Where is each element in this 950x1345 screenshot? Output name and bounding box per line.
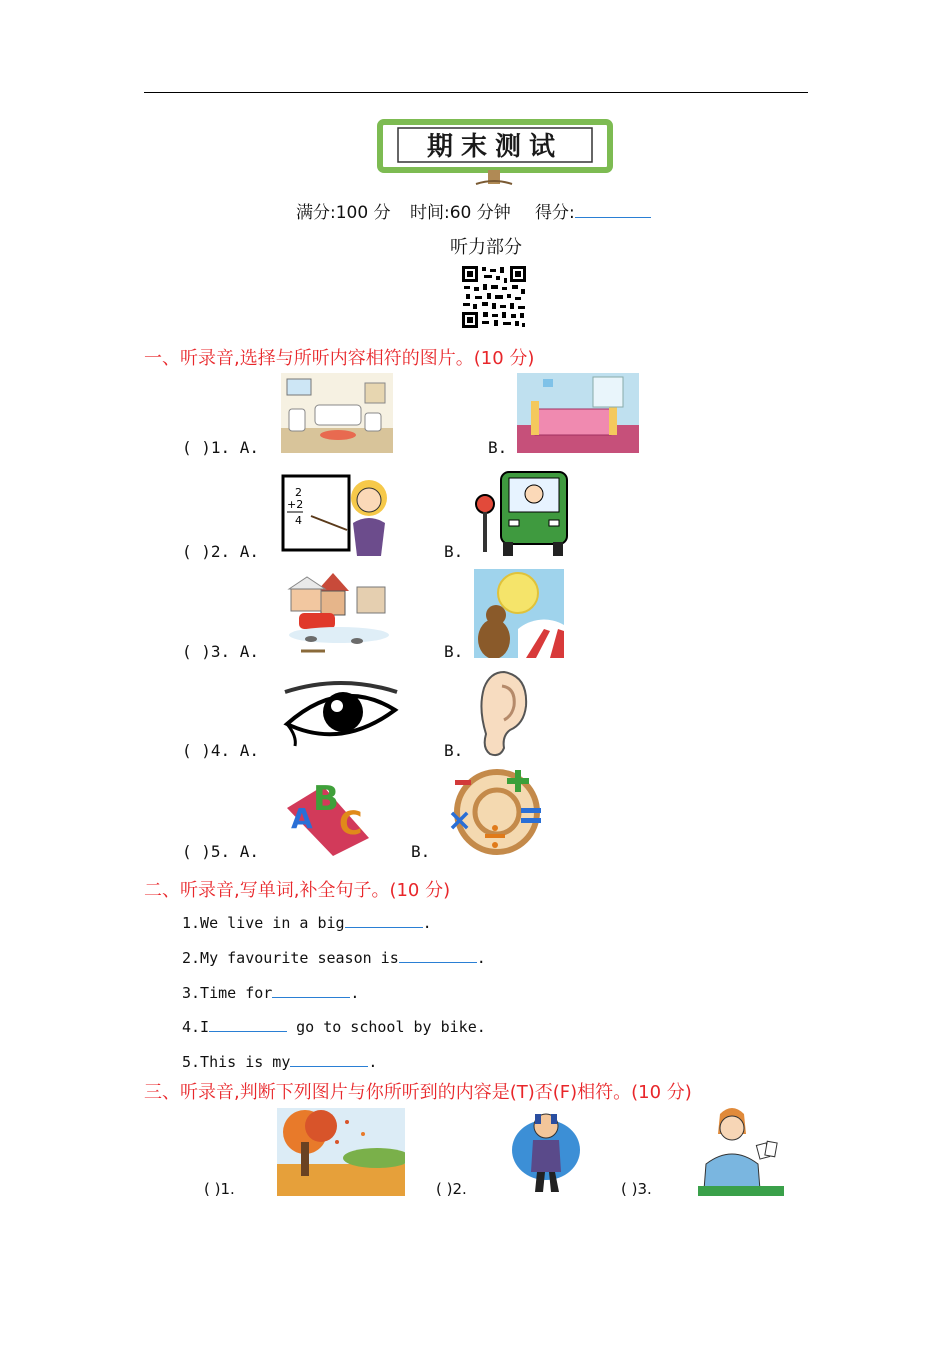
sentence-2-text: 2.My favourite season is: [182, 949, 399, 967]
sentence-5-blank[interactable]: [290, 1052, 368, 1067]
sentence-4-text: 4.I: [182, 1018, 210, 1036]
svg-text:C: C: [339, 804, 363, 842]
svg-text:+2: +2: [287, 498, 304, 511]
bedroom-picture: [517, 373, 639, 453]
q4-answer-label[interactable]: ( )4. A.: [182, 741, 260, 760]
sentence-5-text: 5.This is my: [182, 1053, 291, 1071]
section1-heading: 一、听录音,选择与所听内容相符的图片。(10 分): [144, 348, 535, 369]
q1-option-b-label: B.: [488, 438, 508, 457]
sentence-2-end: .: [476, 949, 486, 967]
svg-text:×: ×: [447, 803, 473, 838]
sentence-4-blank[interactable]: [209, 1017, 287, 1032]
q2-option-b-label: B.: [444, 542, 464, 561]
bathroom-picture: [281, 373, 393, 453]
q3-option-b-label: B.: [444, 642, 464, 661]
woman-cards-picture: [696, 1104, 784, 1196]
score-label: [535, 198, 651, 223]
q2-answer-label[interactable]: ( )2. A.: [182, 542, 260, 561]
q5-answer-label[interactable]: ( )5. A.: [182, 842, 260, 861]
score-label-text: 得分:: [535, 203, 575, 223]
sentence-1-text: 1.We live in a big: [182, 914, 345, 932]
tf-item-3-label[interactable]: ( )3.: [621, 1180, 652, 1198]
sentence-3-text: 3.Time for: [182, 984, 273, 1002]
bus-picture: [473, 468, 569, 558]
q4-option-b-label: B.: [444, 741, 464, 760]
q1-answer-label[interactable]: ( )1. A.: [182, 438, 260, 457]
cold-man-picture: [511, 1104, 581, 1196]
q3-answer-label[interactable]: ( )3. A.: [182, 642, 260, 661]
section2-heading: 二、听录音,写单词,补全句子。(10 分): [144, 880, 451, 901]
page-title: 期末测试: [426, 132, 563, 162]
sentence-4-end: go to school by bike.: [287, 1018, 486, 1036]
ear-picture: [474, 668, 532, 760]
listening-section-title: 听力部分: [450, 237, 522, 258]
svg-text:A: A: [291, 802, 313, 835]
sentence-2: [182, 948, 486, 967]
eye-picture: [281, 680, 402, 748]
sentence-2-blank[interactable]: [399, 948, 477, 963]
svg-text:4: 4: [295, 514, 302, 527]
sentence-1-blank[interactable]: [345, 913, 423, 928]
q5-option-b-label: B.: [411, 842, 431, 861]
full-score-label: 满分:100 分: [296, 203, 391, 223]
sentence-4: [182, 1017, 486, 1036]
tf-item-2-label[interactable]: ( )2.: [436, 1180, 467, 1198]
sentence-3-blank[interactable]: [272, 983, 350, 998]
teacher-picture: [281, 468, 394, 558]
sentence-5-end: .: [368, 1053, 378, 1071]
sentence-1: [182, 913, 432, 932]
sentence-3: [182, 983, 359, 1002]
sentence-3-end: .: [350, 984, 360, 1002]
qr-code-icon: [461, 265, 527, 329]
autumn-tree-picture: [277, 1108, 405, 1196]
score-blank[interactable]: [575, 201, 651, 218]
svg-text:B: B: [313, 779, 339, 819]
tf-item-1-label[interactable]: ( )1.: [204, 1180, 235, 1198]
svg-text:2: 2: [295, 486, 302, 499]
english-letters-picture: [283, 768, 381, 856]
sentence-1-end: .: [422, 914, 432, 932]
time-label: 时间:60 分钟: [410, 203, 511, 223]
winter-picture: [281, 569, 396, 656]
summer-picture: [474, 569, 564, 658]
sentence-5: [182, 1052, 377, 1071]
top-rule: [144, 92, 808, 93]
math-symbols-picture: [441, 768, 551, 856]
section3-heading: 三、听录音,判断下列图片与你所听到的内容是(T)否(F)相符。(10 分): [144, 1082, 692, 1103]
